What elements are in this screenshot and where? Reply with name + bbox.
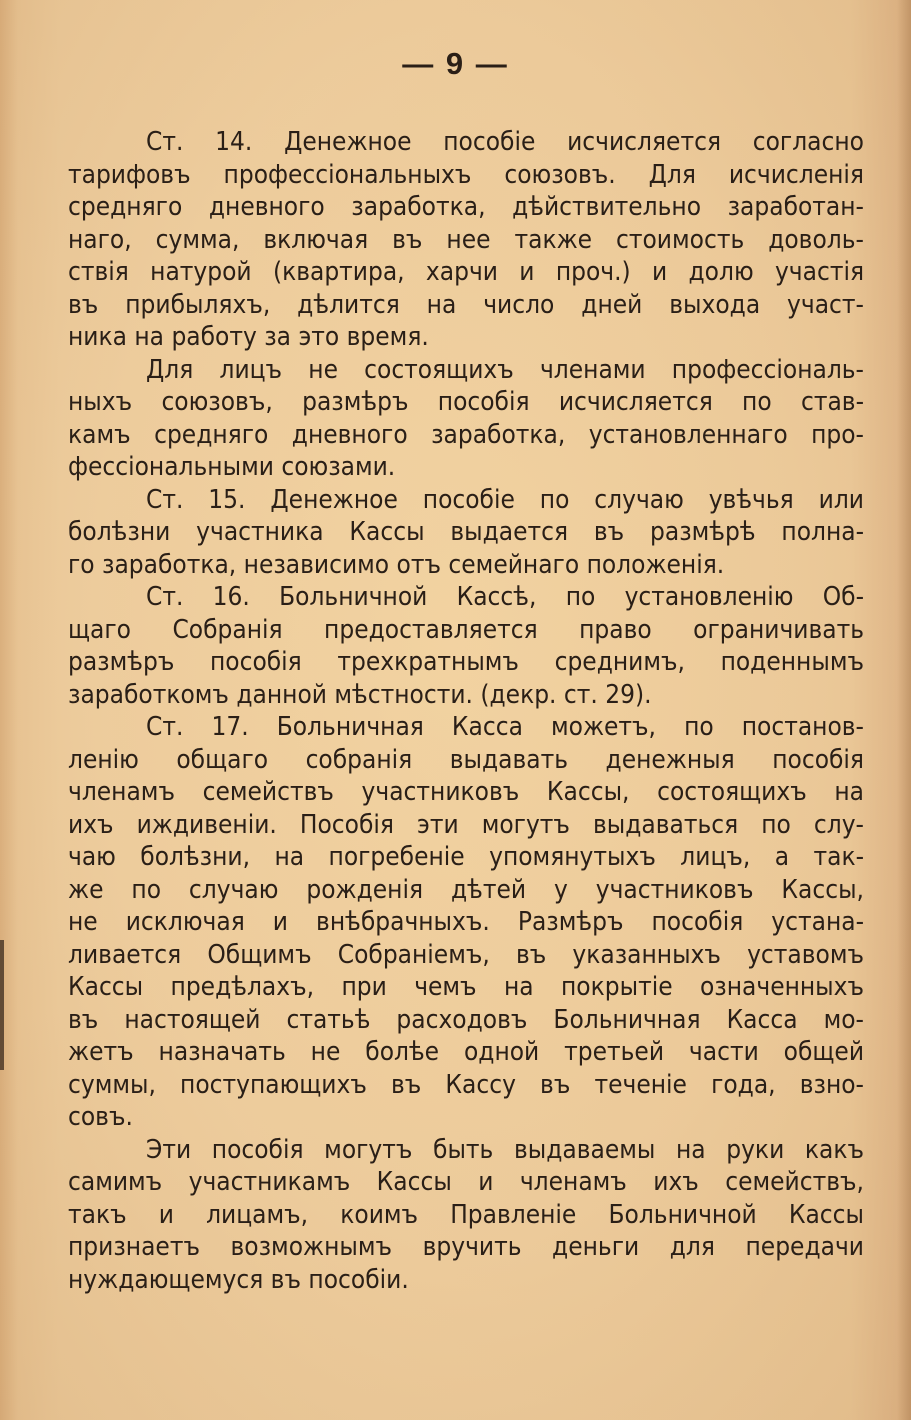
text-line: жетъ назначать не болѣе одной третьей части общей [68, 1037, 865, 1067]
text-line: Ст. 17. Больничная Касса можетъ, по постанов- [146, 712, 865, 742]
binding-mark [0, 940, 4, 1070]
text-line: ленію общаго собранія выдавать денежныя пособія [68, 744, 864, 775]
text-line: Эти пособія могутъ быть выдаваемы на руки какъ [146, 1134, 865, 1165]
text-line: въ настоящей статьѣ расходовъ Больничная Касса мо- [68, 1004, 864, 1035]
text-line: ливается Общимъ Собраніемъ, въ указанныхъ уставомъ [68, 939, 864, 970]
text-line: признаетъ возможнымъ вручить деньги для передачи [68, 1232, 864, 1262]
text-line: Ст. 16. Больничной Кассѣ, по установленію Об- [146, 582, 865, 612]
text-line: нуждающемуся въ пособіи. [68, 1264, 409, 1295]
text-line: болѣзни участника Кассы выдается въ размѣрѣ полна- [68, 517, 865, 547]
text-line: тарифовъ профессіональныхъ союзовъ. Для исчисленія [68, 159, 864, 190]
text-line: размѣръ пособія трехкратнымъ среднимъ, поденнымъ [68, 647, 864, 677]
text-line: чаю болѣзни, на погребеніе упомянутыхъ лицъ, а так- [68, 842, 865, 872]
page-body [68, 126, 864, 1296]
text-line: ныхъ союзовъ, размѣръ пособія исчисляется по став- [68, 387, 865, 417]
page-edge-shadow [897, 0, 911, 1420]
text-line: не исключая и внѣбрачныхъ. Размѣръ пособія устана- [68, 907, 865, 937]
text-line: ника на работу за это время. [68, 322, 429, 352]
paragraph [68, 1134, 864, 1297]
text-line: Ст. 15. Денежное пособіе по случаю увѣчья или [146, 484, 865, 515]
paragraph [68, 711, 864, 1134]
text-line: членамъ семействъ участниковъ Кассы, состоящихъ на [68, 777, 865, 807]
text-line: такъ и лицамъ, коимъ Правленіе Больничной Кассы [68, 1199, 864, 1230]
text-line: наго, сумма, включая въ нее также стоимость доволь- [68, 224, 864, 255]
page-number: — 9 — [402, 46, 509, 81]
text-line: Для лицъ не состоящихъ членами профессіональ- [146, 354, 865, 385]
text-line: Кассы предѣлахъ, при чемъ на покрытіе означенныхъ [68, 972, 865, 1002]
text-line: Ст. 14. Денежное пособіе исчисляется согласно [146, 127, 864, 157]
text-line: суммы, поступающихъ въ Кассу въ теченіе года, взно- [68, 1069, 864, 1100]
text-line: же по случаю рожденія дѣтей у участниковъ Кассы, [68, 874, 864, 905]
text-line: щаго Собранія предоставляется право ограничивать [68, 614, 865, 645]
text-line: самимъ участникамъ Кассы и членамъ ихъ семействъ, [68, 1167, 864, 1197]
paragraph [68, 354, 864, 484]
text-line: фессіональными союзами. [68, 452, 396, 482]
text-line: го заработка, независимо отъ семейнаго положенія. [68, 549, 725, 580]
paragraph [68, 126, 864, 354]
paragraph [68, 581, 864, 711]
text-line: ихъ иждивеніи. Пособія эти могутъ выдаваться по слу- [68, 809, 865, 840]
text-line: совъ. [68, 1102, 133, 1132]
text-line: ствія натурой (квартира, харчи и проч.) и долю участія [68, 257, 865, 287]
text-line: камъ средняго дневного заработка, установленнаго про- [68, 419, 865, 450]
text-line: въ прибыляхъ, дѣлится на число дней выхода участ- [68, 289, 864, 320]
paragraph [68, 484, 864, 582]
text-line: средняго дневного заработка, дѣйствительно заработан- [68, 192, 864, 222]
text-line: заработкомъ данной мѣстности. (декр. ст. 29). [68, 679, 652, 710]
